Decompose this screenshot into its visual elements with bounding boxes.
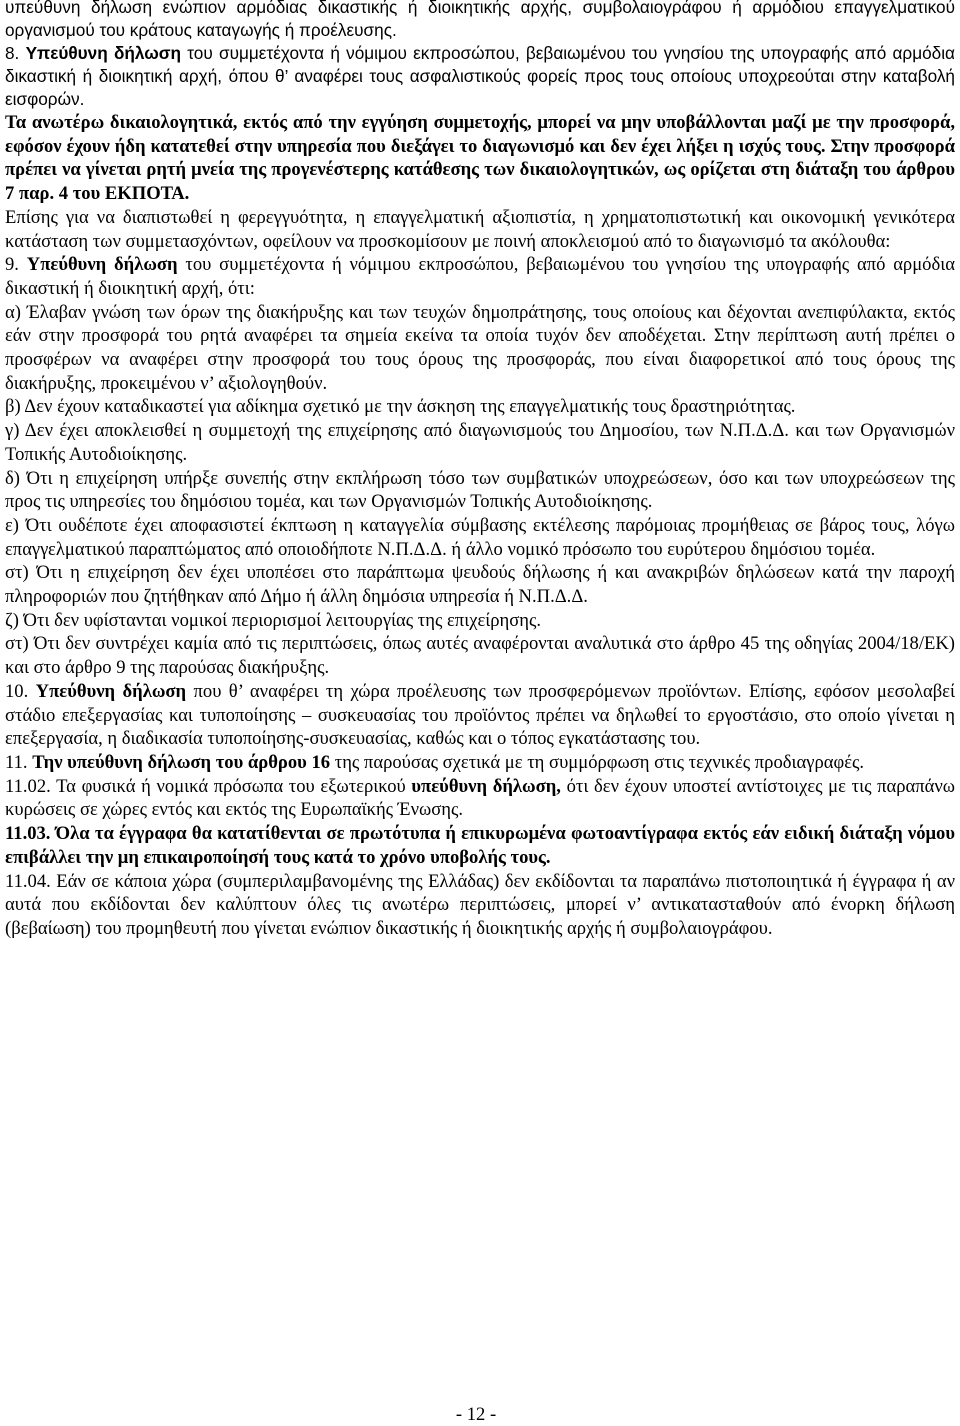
item-10-text: που θ’ αναφέρει τη χώρα προέλευσης των προσφερόμενων προϊόντων. Επίσης, εφόσον μεσολαβεί στάδιο επεξεργασίας και τυποποίησης – συσκευασίας του προϊόντος πρέπει να δηλωθεί το εργοστάσιο, στο οποίο γίνεται η επεξεργασία, η διαδικασία τυποποίησης-συσκευασίας, καθώς και ο τόπος εγκατάστασης του. <box>5 680 955 750</box>
sub-item-b <box>5 395 955 419</box>
item-11-02-number: 11.02. <box>5 775 51 797</box>
sub-item-a-text: α) Έλαβαν γνώση των όρων της διακήρυξης και των τευχών δημοπράτησης, τους οποίους και δέχονται ανεπιφύλακτα, εκτός εάν στην προσφορά του ρητά αναφέρει τα σημεία εκείνα τα οποία τυχόν δεν αποδέχεται. Στην περίπτωση αυτή πρέπει ο προσφέρων να αναφέρει στην προσφορά του τους όρους της προσφοράς, που είναι διαφορετικοί από τους όρους της διακήρυξης, προκειμένου ν’ αξιολογηθούν. <box>5 301 955 394</box>
item-8-number: 8. <box>5 43 20 63</box>
item-11-03-number: 11.03. <box>5 823 51 845</box>
item-9-bold: Υπεύθυνη δήλωση <box>26 254 178 276</box>
sub-item-st <box>5 561 955 608</box>
page-number: - 12 - <box>455 1404 497 1425</box>
item-10-number: 10. <box>5 680 29 702</box>
sub-item-st2-text: στ) Ότι δεν συντρέχει καμία από τις περιπτώσεις, όπως αυτές αναφέρονται αναλυτικά στο άρθρο 45 της οδηγίας 2004/18/ΕΚ) και στο άρθρο 9 της παρούσας διακήρυξης. <box>5 633 955 679</box>
sub-item-e <box>5 514 955 561</box>
item-11-04-number: 11.04. <box>5 870 51 892</box>
item-11-02 <box>5 775 955 822</box>
item-11-02-text: ότι δεν έχουν υποστεί αντίστοιχες με τις παραπάνω κυρώσεις σε χώρες εντός και εκτός της Ευρωπαϊκής Ένωσης. <box>5 775 955 821</box>
intro-text: υπεύθυνη δήλωση ενώπιον αρμόδιας δικαστικής ή διοικητικής αρχής, συμβολαιογράφου ή αρμόδιου επαγγελματικού οργανισμού του κράτους καταγωγής ή προέλευσης. <box>5 0 955 40</box>
item-11-04 <box>5 870 955 941</box>
sub-item-st2 <box>5 632 955 679</box>
notice-paragraph <box>5 111 955 206</box>
sub-item-c <box>5 419 955 466</box>
item-11-04-text: Εάν σε κάποια χώρα (συμπεριλαμβανομένης της Ελλάδας) δεν εκδίδονται τα παραπάνω πιστοποιητικά ή έγγραφα ή αν αυτά που εκδίδονται δεν καλύπτουν όλες τις ανωτέρω περιπτώσεις, μπορεί ν’ αντικατασταθούν από ένορκη δήλωση (βεβαίωση) του προμηθευτή που γίνεται ενώπιον δικαστικής ή διοικητικής αρχής ή συμβολαιογράφου. <box>5 870 955 939</box>
item-11-bold: Την υπεύθυνη δήλωση του άρθρου 16 <box>32 751 331 773</box>
item-9-text: του συμμετέχοντα ή νόμιμου εκπροσώπου, βεβαιωμένου του γνησίου της υπογραφής από αρμόδια δικαστική ή διοικητική αρχή, ότι: <box>5 254 955 299</box>
notice-part-1: Τα ανωτέρω δικαιολογητικά, εκτός από την εγγύηση συμμετοχής, μπορεί να μην υποβάλλονται μαζί με την προσφορά, εφόσον έχουν ήδη κατατεθεί στην υπηρεσία που διεξάγει το διαγωνισμό και δεν έχει λήξει η ισχύς τους. <box>5 112 955 157</box>
item-11 <box>5 751 955 775</box>
item-8-bold: Υπεύθυνη δήλωση <box>25 43 181 63</box>
sub-item-d <box>5 467 955 514</box>
item-11-text: της παρούσας σχετικά με τη συμμόρφωση στις τεχνικές προδιαγραφές. <box>330 751 865 773</box>
item-11-03-text: Όλα τα έγγραφα θα κατατίθενται σε πρωτότυπα ή επικυρωμένα φωτοαντίγραφα εκτός εάν ειδική διάταξη νόμου επιβάλλει την μη επικαιροποίησή τους κατά το χρόνο υποβολής τους. <box>5 823 955 868</box>
sub-item-d-text: δ) Ότι η επιχείρηση υπήρξε συνεπής στην εκπλήρωση τόσο των συμβατικών υποχρεώσεων, όσο και των υποχρεώσεων της προς τις υπηρεσίες του δημόσιου τομέα, και των Οργανισμών Τοπικής Αυτοδιοίκησης. <box>5 467 955 513</box>
item-11-02-pre: Τα φυσικά ή νομικά πρόσωπα του εξωτερικού <box>50 775 412 797</box>
item-9-number: 9. <box>5 254 19 276</box>
sub-item-z-text: ζ) Ότι δεν υφίστανται νομικοί περιορισμοί λειτουργίας της επιχείρησης. <box>5 609 542 631</box>
item-10-bold: Υπεύθυνη δήλωση <box>35 680 187 702</box>
also-paragraph <box>5 206 955 253</box>
item-8-text: του συμμετέχοντα ή νόμιμου εκπροσώπου, βεβαιωμένου του γνησίου της υπογραφής από αρμόδια δικαστική ή διοικητική αρχή, όπου θ’ αναφέρει τους ασφαλιστικούς φορείς προς τους οποίους υποχρεούται στην καταβολή εισφορών. <box>5 43 955 109</box>
sub-item-z <box>5 609 955 633</box>
sub-item-c-text: γ) Δεν έχει αποκλεισθεί η συμμετοχή της επιχείρησης από διαγωνισμούς του Δημοσίου, των Ν.Π.Δ.Δ. και των Οργανισμών Τοπικής Αυτοδιοίκησης. <box>5 420 955 465</box>
also-text: Επίσης για να διαπιστωθεί η φερεγγυότητα, η επαγγελματική αξιοπιστία, η χρηματοπιστωτική και οικονομική γενικότερα κατάσταση των συμμετασχόντων, οφείλουν να προσκομίσουν με ποινή αποκλεισμού από το διαγωνισμό τα ακόλουθα: <box>5 206 955 252</box>
item-9 <box>5 253 955 300</box>
document-page <box>5 0 955 1425</box>
item-11-number: 11. <box>5 751 28 773</box>
item-10 <box>5 680 955 751</box>
sub-item-st-text: στ) Ότι η επιχείρηση δεν έχει υποπέσει στο παράπτωμα ψευδούς δήλωσης ή και ανακριβών δηλώσεων κατά την παροχή πληροφοριών που ζητήθηκαν από Δήμο ή άλλη δημόσια υπηρεσία ή Ν.Π.Δ.Δ. <box>5 562 955 608</box>
sub-item-a <box>5 301 955 396</box>
item-8 <box>5 42 955 111</box>
item-11-03 <box>5 822 955 869</box>
sub-item-b-text: β) Δεν έχουν καταδικαστεί για αδίκημα σχετικό με την άσκηση της επαγγελματικής τους δραστηριότητας. <box>5 396 796 418</box>
sub-item-e-text: ε) Ότι ουδέποτε έχει αποφασιστεί έκπτωση η καταγγελία σύμβασης εκτέλεσης παρόμοιας προμήθειας σε βάρος τους, λόγω επαγγελματικού παραπτώματος από οποιοδήποτε Ν.Π.Δ.Δ. ή άλλο νομικό πρόσωπο του ευρύτερου δημόσιου τομέα. <box>5 514 955 560</box>
page-footer <box>0 1404 960 1426</box>
notice-part-2: Στην προσφορά πρέπει να γίνεται ρητή μνεία της προγενέστερης κατάθεσης των δικαιολογητικών, ως ορίζεται στη διάταξη του άρθρου 7 παρ. 4 του ΕΚΠΟΤΑ. <box>5 135 955 205</box>
item-11-02-bold: υπεύθυνη δήλωση, <box>411 775 561 797</box>
intro-paragraph <box>5 0 955 42</box>
